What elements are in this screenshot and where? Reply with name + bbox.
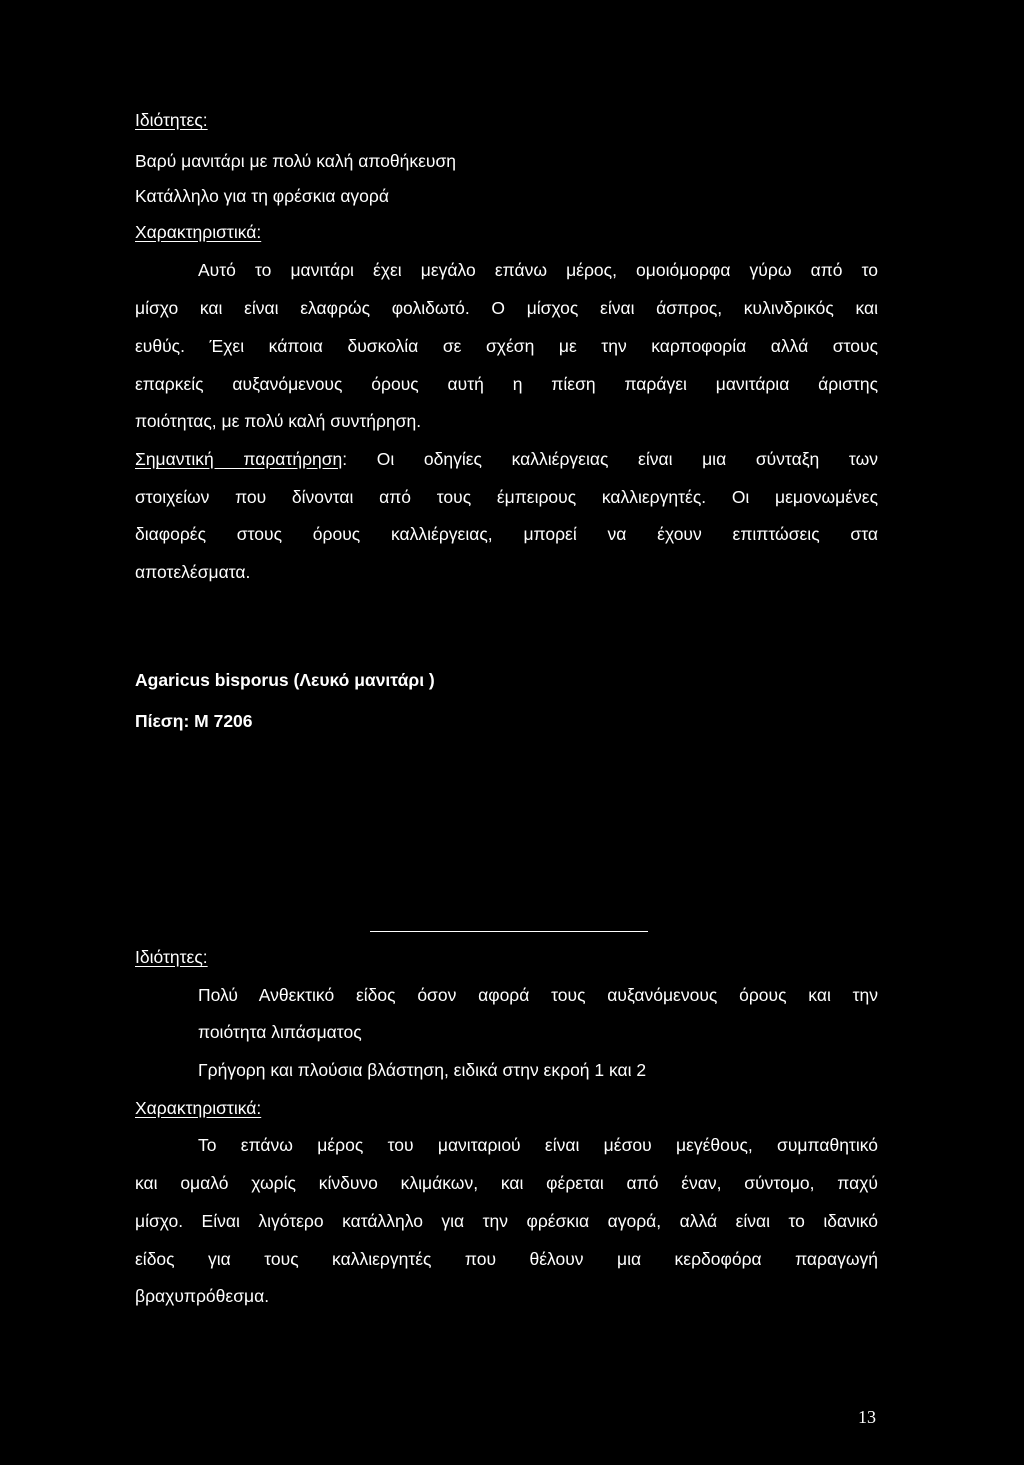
note-first-line [135, 448, 878, 470]
note-line: στοιχείων που δίνονται από τους έμπειρους καλλιεργητές. Οι μεμονωμένες [135, 487, 878, 507]
properties-heading: Ιδιότητες: [135, 110, 208, 130]
note-line: διαφορές στους όρους καλλιέργειας, μπορεί να έχουν επιπτώσεις στα [135, 524, 878, 544]
property-line: Γρήγορη και πλούσια βλάστηση, ειδικά στην εκροή 1 και 2 [198, 1060, 647, 1080]
property-line: ποιότητα λιπάσματος [198, 1022, 362, 1042]
characteristics-heading: Χαρακτηριστικά: [135, 1098, 262, 1118]
note-label: Σημαντική παρατήρηση [135, 449, 343, 469]
description-line: βραχυπρόθεσμα. [135, 1286, 270, 1306]
property-line: Πολύ Ανθεκτικό είδος όσον αφορά τους αυξανόμενους όρους και την [198, 985, 878, 1005]
page-number: 13 [858, 1407, 876, 1427]
separator-rule [370, 931, 648, 932]
description-line: Αυτό το μανιτάρι έχει μεγάλο επάνω μέρος, ομοιόμορφα γύρω από το [198, 260, 878, 280]
description-line: ποιότητας, με πολύ καλή συντήρηση. [135, 411, 422, 431]
description-line: ευθύς. Έχει κάποια δυσκολία σε σχέση με την καρποφορία αλλά στους [135, 336, 878, 356]
description-line: είδος για τους καλλιεργητές που θέλουν μια κερδοφόρα παραγωγή [135, 1249, 878, 1269]
property-item: Κατάλληλο για τη φρέσκια αγορά [135, 186, 389, 206]
note-text: : Οι οδηγίες καλλιέργειας είναι μια σύνταξη των [342, 449, 878, 469]
note-line: αποτελέσματα. [135, 562, 251, 582]
properties-heading: Ιδιότητες: [135, 947, 208, 967]
strain-label: Πίεση: M 7206 [135, 711, 253, 731]
species-title: Agaricus bisporus (Λευκό μανιτάρι ) [135, 670, 435, 690]
property-item: Βαρύ μανιτάρι με πολύ καλή αποθήκευση [135, 151, 457, 171]
description-line: μίσχο. Είναι λιγότερο κατάλληλο για την φρέσκια αγορά, αλλά είναι το ιδανικό [135, 1211, 878, 1231]
description-line: μίσχο και είναι ελαφρώς φολιδωτό. Ο μίσχος είναι άσπρος, κυλινδρικός και [135, 298, 878, 318]
description-line: Το επάνω μέρος του μανιταριού είναι μέσου μεγέθους, συμπαθητικό [198, 1135, 878, 1155]
description-line: και ομαλό χωρίς κίνδυνο κλιμάκων, και φέρεται από έναν, σύντομο, παχύ [135, 1173, 878, 1193]
characteristics-heading: Χαρακτηριστικά: [135, 222, 262, 242]
description-line: επαρκείς αυξανόμενους όρους αυτή η πίεση παράγει μανιτάρια άριστης [135, 374, 878, 394]
